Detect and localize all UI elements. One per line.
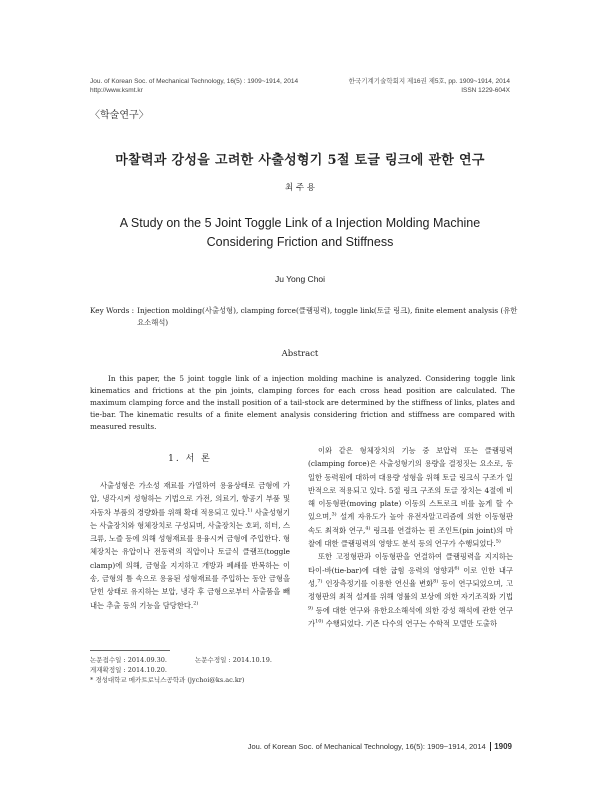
citation-6: 6) xyxy=(454,565,460,572)
accepted-date: 게재확정일 : 2014.10.20. xyxy=(90,666,167,674)
text-segment: 링크를 연결하는 핀 조인트(pin joint)의 마찰에 대한 클램핑력의 영향도 분석 등의 연구가 수행되었다. xyxy=(308,525,513,549)
journal-citation: Jou. of Korean Soc. of Mechanical Technology, 16(5) : 1909~1914, 2014 xyxy=(90,78,299,85)
citation-4: 4) xyxy=(365,525,371,532)
body-right-column xyxy=(308,444,513,630)
text-segment: 수행되었다. 기존 다수의 연구는 수학적 모델만 도출하 xyxy=(323,618,498,628)
revised-date: 논문수정일 : 2014.10.19. xyxy=(195,656,272,664)
abstract-heading: Abstract xyxy=(281,349,319,359)
citation-5: 5) xyxy=(495,538,501,545)
journal-issn: ISSN 1229-604X xyxy=(461,87,510,94)
text-segment: 등이 연구되었으며, 고정형판의 최적 설계를 위해 영률의 보상에 의한 자기조직화 기법 xyxy=(308,578,513,602)
citation-3: 3) xyxy=(331,512,337,519)
author-name-korean: 최 주 용 xyxy=(284,183,316,193)
text-segment: 또한 고정형판과 이동형판을 연결하여 클램핑력을 지지하는 타이-바(tie-bar)에 대한 굽힘 응력의 영향과 xyxy=(308,552,513,575)
intro-text-2: 사출성형기는 사출장치와 형체장치로 구성되며, 사출장치는 호퍼, 히터, 스크류, 노즐 등에 의해 성형재료를 용융시켜 금형에 주입한다. 형체장치는 유압이나 전동력의 직압이나 토글식 클램프(toggle clamp)에 의해, 금형을 지지하고 개방과 폐쇄를 반복하는 이송, 금형의 틈 속으로 용융된 성형재료를 주입하는 동안 금형을 닫힌 상태로 유지하는 보압, 냉각 후 금형으로부터 사출품을 빼내는 추출 등의 기능을 담당한다. xyxy=(90,507,290,610)
footer-separator xyxy=(490,742,492,751)
citation-7: 7) xyxy=(317,578,323,585)
received-date: 논문접수일 : 2014.09.30. xyxy=(90,656,167,664)
text-segment: 등에 대한 연구와 유한요소해석에 의한 강성 해석에 관한 연구가 xyxy=(308,605,513,628)
page-number: 1909 xyxy=(494,742,512,751)
text-segment: 이로 인한 내구성, xyxy=(308,565,513,588)
keywords-block xyxy=(90,305,520,329)
paper-title-korean: 마찰력과 강성을 고려한 사출성형기 5절 토글 링크에 관한 연구 xyxy=(115,153,485,168)
footnote-divider xyxy=(90,650,170,651)
footnotes-block xyxy=(90,655,300,685)
page-footer xyxy=(248,742,512,751)
citation-9: 9) xyxy=(308,605,314,612)
citation-1: 1) xyxy=(247,507,253,514)
section-heading-introduction: 1. 서 론 xyxy=(168,454,212,464)
citation-8: 8) xyxy=(433,578,439,585)
running-header-left xyxy=(90,77,298,95)
footer-citation: Jou. of Korean Soc. of Mechanical Technology, 16(5): 1909~1914, 2014 xyxy=(247,742,486,751)
footnote-dates-row xyxy=(90,655,300,665)
section-tag: 〈학술연구〉 xyxy=(90,110,149,121)
title-en-line2: Considering Friction and Stiffness xyxy=(206,235,394,249)
citation-2: 2) xyxy=(193,600,199,607)
intro-text-1: 사출성형은 가소성 재료를 가열하여 용융상태로 금형에 가압, 냉각시켜 성형하는 기법으로 가전, 의료기, 항공기 부품 및 자동차 부품의 경량화를 위해 확대 적용되고 있다. xyxy=(90,481,290,517)
author-affiliation: * 경성대학교 메카트로닉스공학과 (jychoi@ks.ac.kr) xyxy=(90,676,245,684)
paper-title-english xyxy=(60,214,540,252)
journal-citation-ko: 한국기계기술학회지 제16권 제5호, pp. 1909~1914, 2014 xyxy=(348,78,510,85)
title-en-line1: A Study on the 5 Joint Toggle Link of a Injection Molding Machine xyxy=(119,216,481,230)
keywords-label: Key Words : xyxy=(90,306,135,315)
right-paragraph-2 xyxy=(308,550,513,630)
journal-url[interactable]: http://www.ksmt.kr xyxy=(90,87,143,94)
citation-10: 10) xyxy=(315,618,324,625)
intro-paragraph xyxy=(90,479,290,612)
running-header-right xyxy=(349,77,510,95)
text-segment: 인장측정기를 이용한 연신율 변화 xyxy=(322,578,434,588)
body-left-column xyxy=(90,479,290,612)
text-segment: 이와 같은 형체장치의 기능 중 보압력 또는 클램핑력(clamping force)은 사출성형기의 용량을 결정짓는 요소로, 동일한 동력원에 대하여 대용량 성형을 위해 토글 링크식 구조가 일반적으로 적용되고 있다. 5절 링크 구조의 토글 장치는 4절에 비해 이동형판(moving plate) 이동의 스트로크 비를 높게 할 수 있으며, xyxy=(308,446,513,522)
right-paragraph-1 xyxy=(308,444,513,550)
text-segment: 설계 자유도가 높아 유전자알고리즘에 의한 이동형판 속도 최적화 연구, xyxy=(308,512,513,535)
keywords-text: Injection molding(사출성형), clamping force(클램핑력), toggle link(토글 링크), finite element analysis (유한요소해석) xyxy=(137,306,518,327)
abstract-text: In this paper, the 5 joint toggle link of a injection molding machine is analyzed. Considering toggle link kinematics and frictions at the pin joints, clamping forces for each cross head position are calculated. The maximum clamping force and the install position of a tail-stock are determined by the stiffness of links, plates and tie-bar. The kinematic results of a finite element analysis considering friction and stiffness are compared with measured results. xyxy=(90,374,515,431)
author-name-english: Ju Yong Choi xyxy=(274,274,326,284)
